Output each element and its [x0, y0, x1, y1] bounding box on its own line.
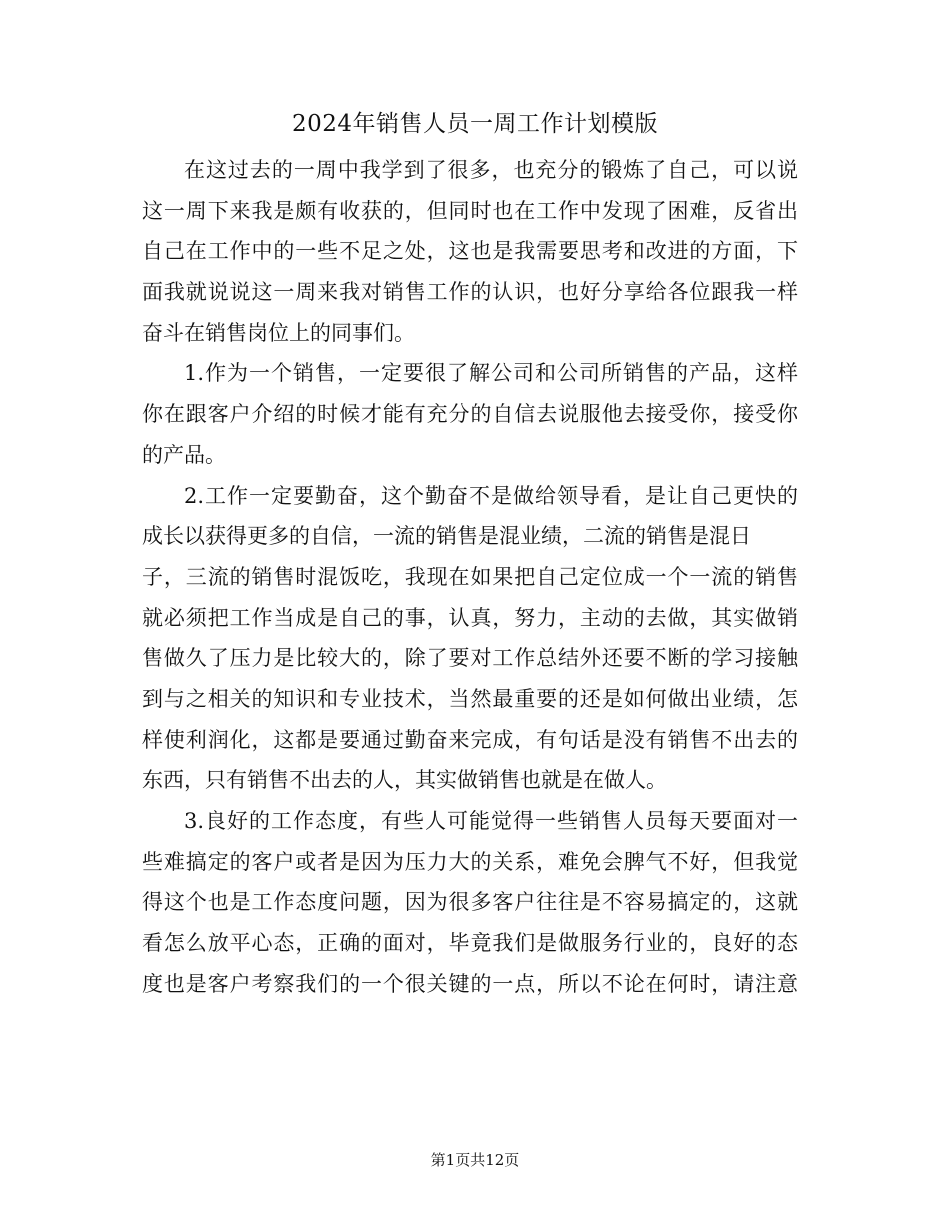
body-line: 售做久了压力是比较大的，除了要对工作总结外还要不断的学习接触 — [142, 646, 798, 671]
body-line: 1.作为一个销售，一定要很了解公司和公司所销售的产品，这样 — [184, 361, 798, 386]
body-line: 成长以获得更多的自信，一流的销售是混业绩，二流的销售是混日 — [142, 524, 751, 549]
body-line: 样使利润化，这都是要通过勤奋来完成，有句话是没有销售不出去的 — [142, 727, 798, 752]
body-line: 奋斗在销售岗位上的同事们。 — [142, 320, 415, 345]
body-line: 就必须把工作当成是自己的事，认真，努力，主动的去做，其实做销 — [142, 605, 798, 630]
body-line: 自己在工作中的一些不足之处，这也是我需要思考和改进的方面，下 — [142, 239, 798, 264]
body-line: 2.工作一定要勤奋，这个勤奋不是做给领导看，是让自己更快的 — [184, 483, 798, 508]
body-line: 这一周下来我是颇有收获的，但同时也在工作中发现了困难，反省出 — [142, 198, 798, 223]
body-line: 子，三流的销售时混饭吃，我现在如果把自己定位成一个一流的销售 — [142, 564, 798, 589]
document-title: 2024年销售人员一周工作计划模版 — [291, 111, 659, 137]
page-number-footer: 第1页共12页 — [430, 1151, 520, 1169]
body-line: 得这个也是工作态度问题，因为很多客户往往是不容易搞定的，这就 — [142, 890, 798, 915]
body-line: 面我就说说这一周来我对销售工作的认识，也好分享给各位跟我一样 — [142, 280, 798, 305]
body-line: 的产品。 — [142, 442, 226, 467]
body-line: 度也是客户考察我们的一个很关键的一点，所以不论在何时，请注意 — [142, 971, 798, 996]
body-line: 东西，只有销售不出去的人，其实做销售也就是在做人。 — [142, 768, 667, 793]
body-line: 你在跟客户介绍的时候才能有充分的自信去说服他去接受你，接受你 — [142, 402, 798, 427]
document-body — [142, 150, 798, 1004]
body-line: 3.良好的工作态度，有些人可能觉得一些销售人员每天要面对一 — [184, 809, 798, 833]
body-line: 到与之相关的知识和专业技术，当然最重要的还是如何做出业绩，怎 — [142, 686, 798, 711]
body-line: 看怎么放平心态，正确的面对，毕竟我们是做服务行业的，良好的态 — [142, 931, 798, 956]
body-line: 些难搞定的客户或者是因为压力大的关系，难免会脾气不好，但我觉 — [142, 849, 798, 874]
body-line: 在这过去的一周中我学到了很多，也充分的锻炼了自己，可以说 — [184, 158, 798, 182]
